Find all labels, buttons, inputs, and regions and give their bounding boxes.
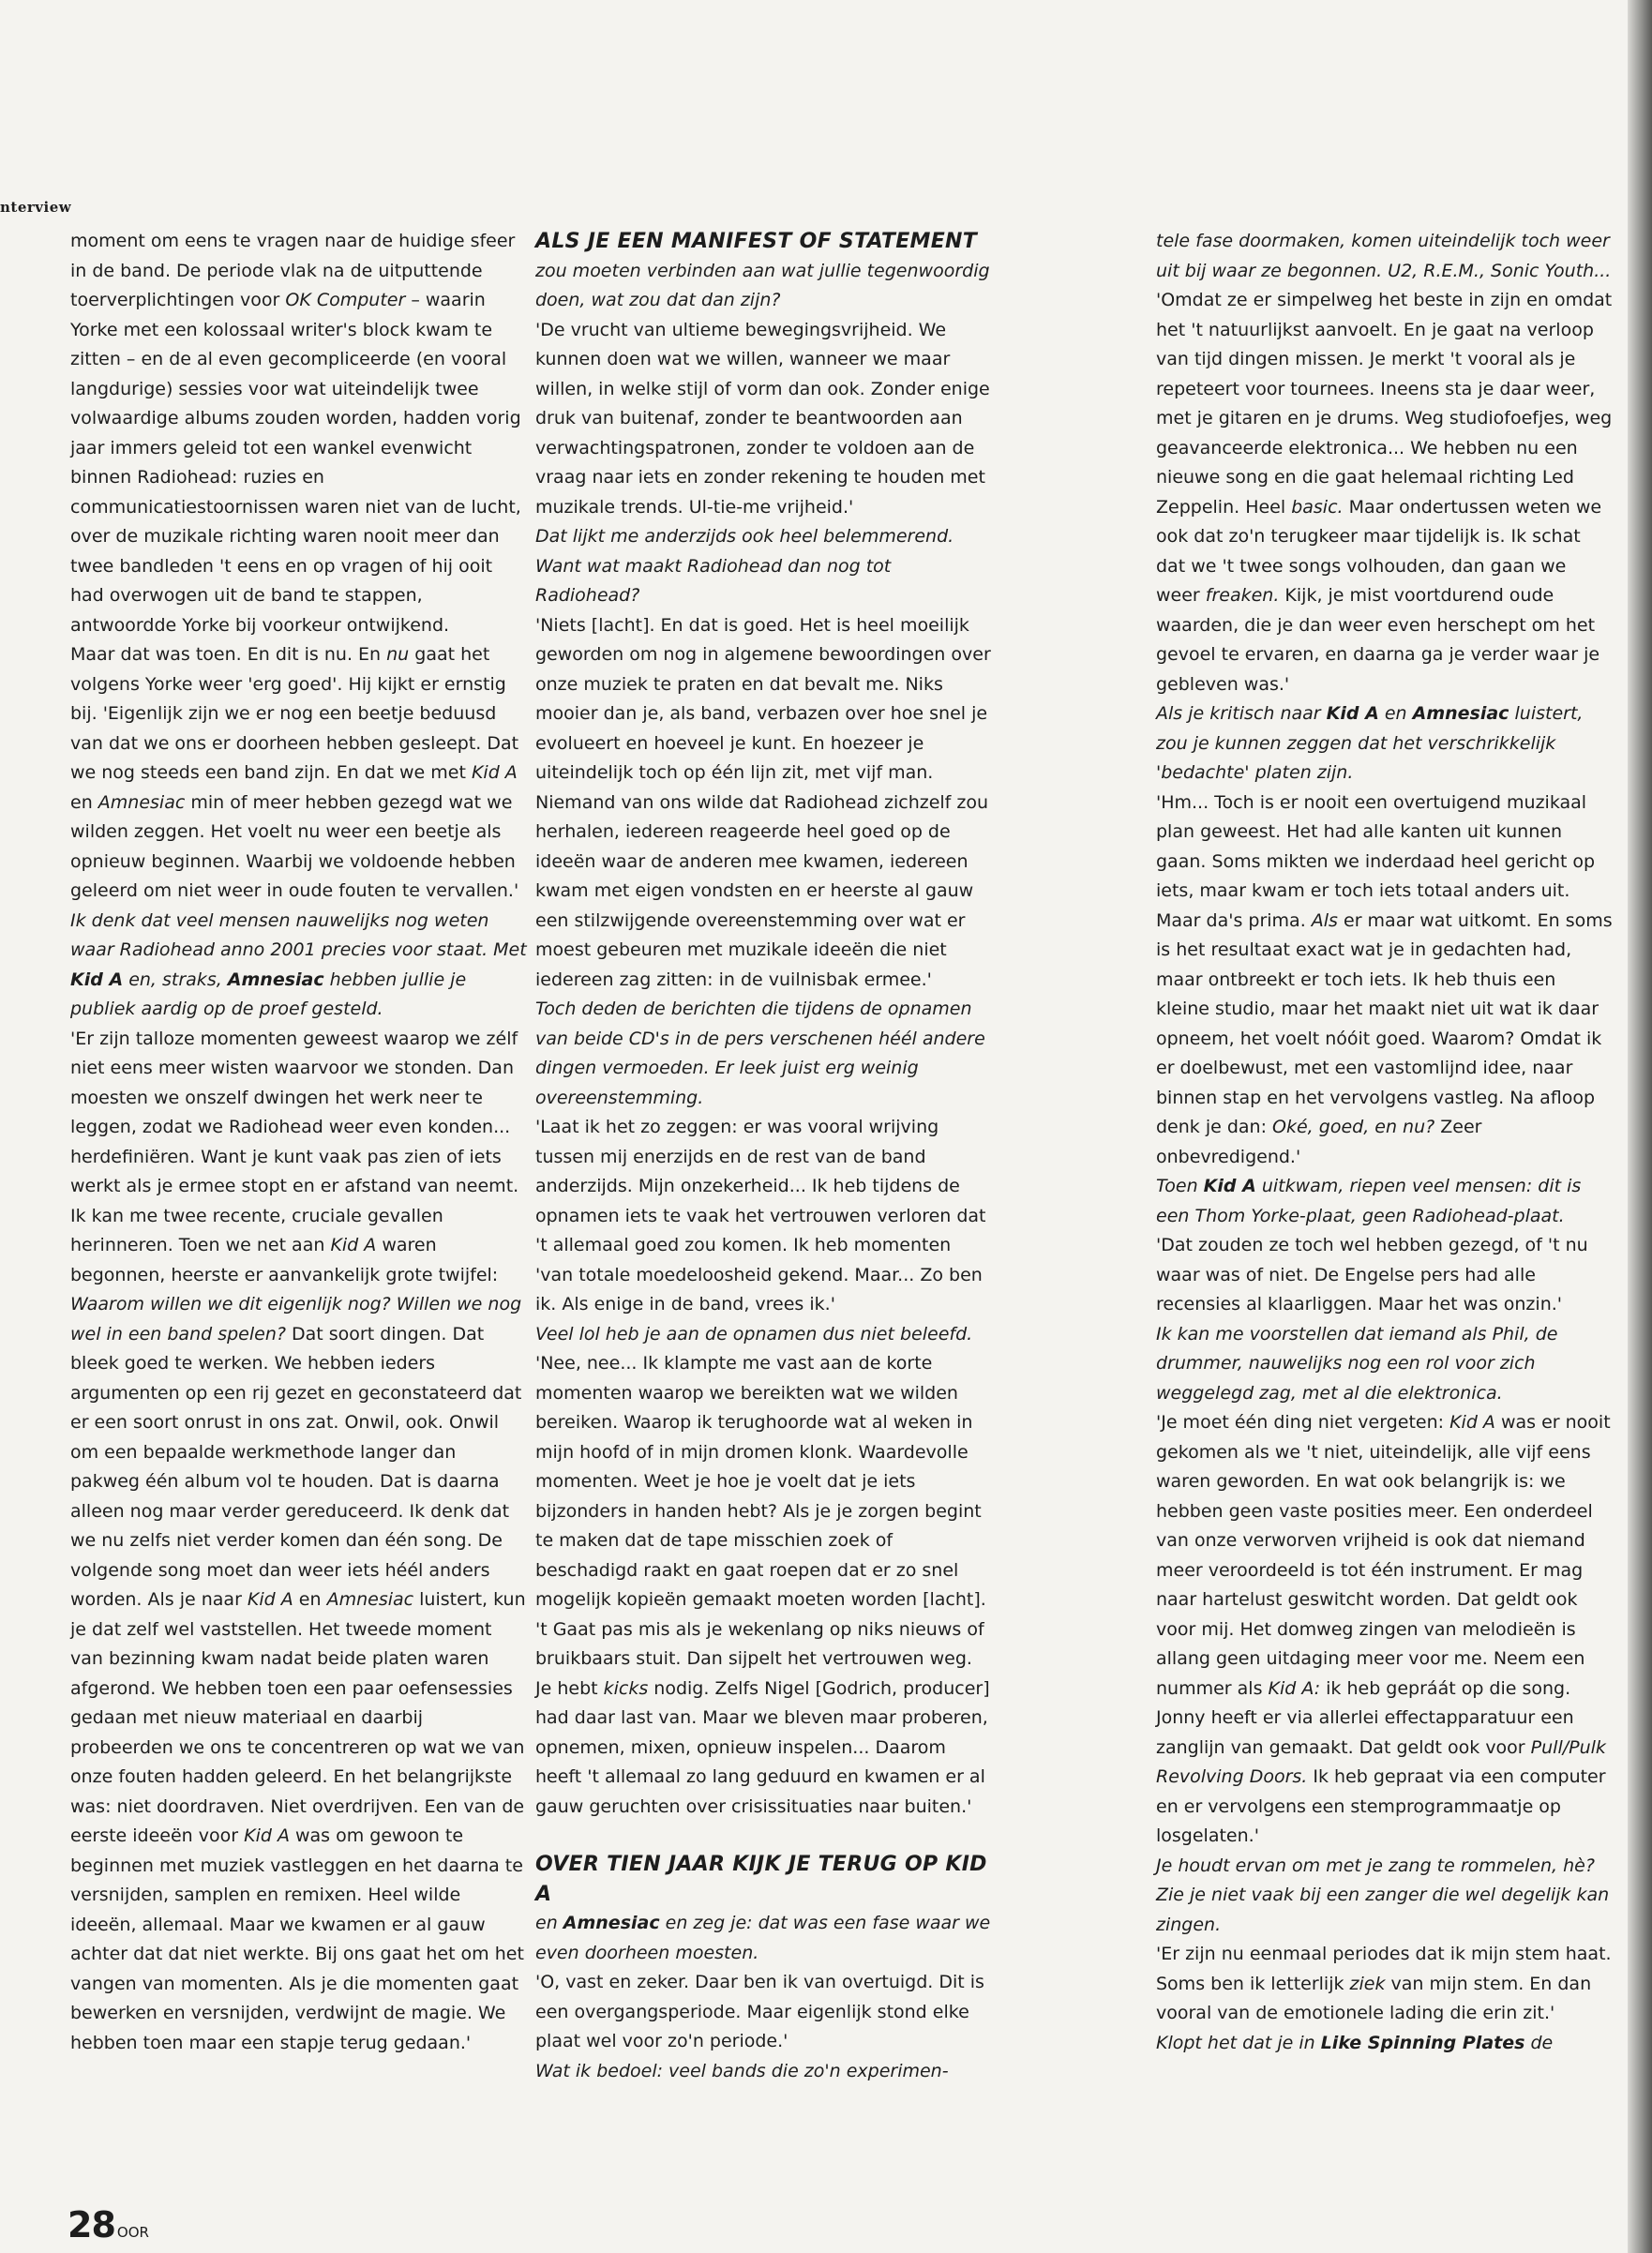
page-number: 28 OOR: [68, 2204, 149, 2245]
paragraph: 'Omdat ze er simpelweg het beste in zijn en omdat het 't natuurlijkst aanvoelt. En je gaat na verloop van tijd dingen missen. Je merkt 't vooral als je repeteert voor tournees. Ineens sta je daar weer, met je gitaren en je drums. Weg studiofoefjes, weg geavanceerde elektronica... We hebben nu een nieuwe song en die gaat helemaal richting Led Zeppelin. Heel basic. Maar ondertussen weten we ook dat zo'n terugkeer maar tijdelijk is. Ik schat dat we 't twee songs volhouden, dan gaan we weer freaken. Kijk, je mist voortdurend oude waarden, die je dan weer even herschept om het gevoel te ervaren, en daarna ga je verder waar je gebleven was.': [1156, 290, 1613, 695]
question: Veel lol heb je aan de opnamen dus niet beleefd.: [535, 1323, 973, 1344]
paragraph: 'Je moet één ding niet vergeten: Kid A was er nooit gekomen als we 't niet, uiteindelijk, alle vijf eens waren geworden. En wat ook belangrijk is: we hebben geen vaste posities meer. Een onderdeel van onze verworven vrijheid is ook dat niemand meer veroordeeld is tot één instrument. Er mag naar hartelust geswitcht worden. Dat geldt ook voor mij. Het domweg zingen van melodieën is allang geen uitdaging meer voor me. Neem een nummer als Kid A: ik heb gepráát op die song. Jonny heeft er via allerlei effectapparatuur een zanglijn van gemaakt. Dat geldt ook voor Pull/Pulk Revolving Doors. Ik heb gepraat via een computer en er vervolgens een stemprogrammaatje op losgelaten.': [1156, 1412, 1611, 1846]
column-1: [70, 227, 528, 2058]
question: Als je kritisch naar Kid A en Amnesiac luistert, zou je kunnen zeggen dat het verschrikkelijk 'bedachte' platen zijn.: [1156, 703, 1584, 783]
subheading: OVER TIEN JAAR KIJK JE TERUG OP KID A: [535, 1853, 987, 1906]
section-label: nterview: [0, 199, 72, 216]
question: Ik kan me voorstellen dat iemand als Phil, de drummer, nauwelijks nog een rol voor zich weggelegd zag, met al die elektronica.: [1156, 1323, 1558, 1404]
paragraph: 'Er zijn talloze momenten geweest waarop we zélf niet eens meer wisten waarvoor we stonden. Dan moesten we onszelf dwingen het werk neer te leggen, zodat we Radiohead weer even konden... herdefiniëren. Want je kunt vaak pas zien of iets werkt als je ermee stopt en er afstand van neemt. Ik kan me twee recente, cruciale gevallen herinneren. Toen we net aan Kid A waren begonnen, heerste er aanvankelijk grote twijfel: Waarom willen we dit eigenlijk nog? Willen we nog wel in een band spelen? Dat soort dingen. Dat bleek goed te werken. We hebben ieders argumenten op een rij gezet en geconstateerd dat er een soort onrust in ons zat. Onwil, ook. Onwil om een bepaalde werkmethode langer dan pakweg één album vol te houden. Dat is daarna alleen nog maar verder gereduceerd. Ik denk dat we nu zelfs niet verder komen dan één song. De volgende song moet dan weer iets héél anders worden. Als je naar Kid A en Amnesiac luistert, kun je dat zelf wel vaststellen. Het tweede moment van bezinning kwam nadat beide platen waren afgerond. We hebben toen een paar oefensessies gedaan met nieuw materiaal en daarbij probeerden we ons te concentreren op wat we van onze fouten hadden geleerd. En het belangrijkste was: niet doordraven. Niet overdrijven. Een van de eerste ideeën voor Kid A was om gewoon te beginnen met muziek vastleggen en het daarna te versnijden, samplen en remixen. Heel wilde ideeën, allemaal. Maar we kwamen er al gauw achter dat dat niet werkte. Bij ons gaat het om het vangen van momenten. Als je die momenten gaat bewerken en versnijden, verdwijnt de magie. We hebben toen maar een stapje terug gedaan.': [70, 1028, 526, 2053]
question: Toen Kid A uitkwam, riepen veel mensen: dit is een Thom Yorke-plaat, geen Radiohead-plaat.: [1156, 1176, 1582, 1226]
paragraph: 'Nee, nee... Ik klampte me vast aan de korte momenten waarop we bereikten wat we wilden bereiken. Waarop ik terughoorde wat al weken in mijn hoofd of in mijn dromen klonk. Waardevolle momenten. Weet je hoe je voelt dat je iets bijzonders in handen hebt? Als je je zorgen begint te maken dat de tape misschien zoek of beschadigd raakt en gaat roepen dat er zo snel mogelijk kopieën gemaakt moeten worden [lacht]. 't Gaat pas mis als je wekenlang op niks nieuws of bruikbaars stuit. Dan sijpelt het vertrouwen weg. Je hebt kicks nodig. Zelfs Nigel [Godrich, producer] had daar last van. Maar we bleven maar proberen, opnemen, mixen, opnieuw inspelen... Daarom heeft 't allemaal zo lang geduurd en kwamen er al gauw geruchten over crisissituaties naar buiten.': [535, 1353, 990, 1817]
column-2: [535, 227, 993, 2086]
question: Toch deden de berichten die tijdens de opnamen van beide CD's in de pers verschenen héél andere dingen vermoeden. Er leek juist erg weinig overeenstemming.: [535, 999, 985, 1108]
paragraph: moment om eens te vragen naar de huidige sfeer in de band. De periode vlak na de uitputtende toerverplichtingen voor OK Computer – waarin Yorke met een kolossaal writer's block kwam te zitten – en de al even gecompliceerde (en vooral langdurige) sessies voor wat uiteindelijk twee volwaardige albums zouden worden, hadden vorig jaar immers geleid tot een wankel evenwicht binnen Radiohead: ruzies en communicatiestoornissen waren niet van de lucht, over de muzikale richting waren nooit meer dan twee bandleden 't eens en op vragen of hij ooit had overwogen uit de band te stappen, antwoordde Yorke bij voorkeur ontwijkend.: [70, 231, 521, 636]
page-edge: [1628, 0, 1652, 2253]
question: zou moeten verbinden aan wat jullie tegenwoordig doen, wat zou dat dan zijn?: [535, 260, 990, 310]
paragraph: 'Er zijn nu eenmaal periodes dat ik mijn stem haat. Soms ben ik letterlijk ziek van mijn stem. En dan vooral van de emotionele lading die erin zit.': [1156, 1944, 1612, 2023]
paragraph: 'O, vast en zeker. Daar ben ik van overtuigd. Dit is een overgangsperiode. Maar eigenlijk stond elke plaat wel voor zo'n periode.': [535, 1972, 984, 2051]
column-3: [1156, 227, 1614, 2058]
paragraph: 'De vrucht van ultieme bewegingsvrijheid. We kunnen doen wat we willen, wanneer we maar willen, in welke stijl of vorm dan ook. Zonder enige druk van buitenaf, zonder te beantwoorden aan verwachtingspatronen, zonder te voldoen aan de vraag naar iets en zonder rekening te houden met muzikale trends. Ul-tie-me vrijheid.': [535, 319, 990, 518]
question: Wat ik bedoel: veel bands die zo'n experimen-: [535, 2060, 949, 2081]
question: Je houdt ervan om met je zang te rommelen, hè? Zie je niet vaak bij een zanger die wel degelijk kan zingen.: [1156, 1855, 1610, 1935]
paragraph: 'Niets [lacht]. En dat is goed. Het is heel moeilijk geworden om nog in algemene bewoordingen over onze muziek te praten en dat bevalt me. Niks mooier dan je, als band, verbazen over hoe snel je evolueert en hoeveel je kunt. En hoezeer je uiteindelijk toch op één lijn zit, met vijf man. Niemand van ons wilde dat Radiohead zichzelf zou herhalen, iedereen reageerde heel goed op de ideeën waar de anderen mee kwamen, iedereen kwam met eigen vondsten en er heerste al gauw een stilzwijgende overeenstemming over wat er moest gebeuren met muzikale ideeën die niet iedereen zag zitten: in de vuilnisbak ermee.': [535, 614, 991, 990]
paragraph: 'Laat ik het zo zeggen: er was vooral wrijving tussen mij enerzijds en de rest van de band anderzijds. Mijn onzekerheid... Ik heb tijdens de opnamen iets te vaak het vertrouwen verloren dat 't allemaal goed zou komen. Ik heb momenten 'van totale moedeloosheid gekend. Maar... Zo ben ik. Als enige in de band, vrees ik.': [535, 1117, 986, 1314]
question: Klopt het dat je in Like Spinning Plates de: [1156, 2032, 1554, 2053]
paragraph: Maar dat was toen. En dit is nu. En nu gaat het volgens Yorke weer 'erg goed'. Hij kijkt er ernstig bij. 'Eigenlijk zijn we er nog een beetje beduusd van dat we ons er doorheen hebben gesleept. Dat we nog steeds een band zijn. En dat we met Kid A en Amnesiac min of meer hebben gezegd wat we wilden zeggen. Het voelt nu weer een beetje als opnieuw beginnen. Waarbij we voldoende hebben geleerd om niet weer in oude fouten te vervallen.': [70, 644, 519, 901]
question: tele fase doormaken, komen uiteindelijk toch weer uit bij waar ze begonnen. U2, R.E.M., Sonic Youth...: [1156, 231, 1612, 281]
question: en Amnesiac en zeg je: dat was een fase waar we even doorheen moesten.: [535, 1913, 991, 1963]
paragraph: 'Dat zouden ze toch wel hebben gezegd, of 't nu waar was of niet. De Engelse pers had alle recensies al klaarliggen. Maar het was onzin.': [1156, 1235, 1588, 1314]
question: Dat lijkt me anderzijds ook heel belemmerend. Want wat maakt Radiohead dan nog tot Radiohead?: [535, 526, 954, 606]
magazine-mark: OOR: [116, 2224, 149, 2241]
subheading: ALS JE EEN MANIFEST OF STATEMENT: [535, 230, 978, 253]
question: Ik denk dat veel mensen nauwelijks nog weten waar Radiohead anno 2001 precies voor staat. Met Kid A en, straks, Amnesiac hebben jullie je publiek aardig op de proef gesteld.: [70, 909, 527, 1019]
paragraph: 'Hm... Toch is er nooit een overtuigend muzikaal plan geweest. Het had alle kanten uit kunnen gaan. Soms mikten we inderdaad heel gericht op iets, maar kwam er toch iets totaal anders uit. Maar da's prima. Als er maar wat uitkomt. En soms is het resultaat exact wat je in gedachten had, maar ontbreekt er toch iets. Ik heb thuis een kleine studio, maar het maakt niet uit wat ik daar opneem, het voelt nóóit goed. Waarom? Omdat ik er doelbewust, met een vastomlijnd idee, naar binnen stap en het vervolgens vastleg. Na afloop denk je dan: Oké, goed, en nu? Zeer onbevredigend.': [1156, 791, 1613, 1167]
